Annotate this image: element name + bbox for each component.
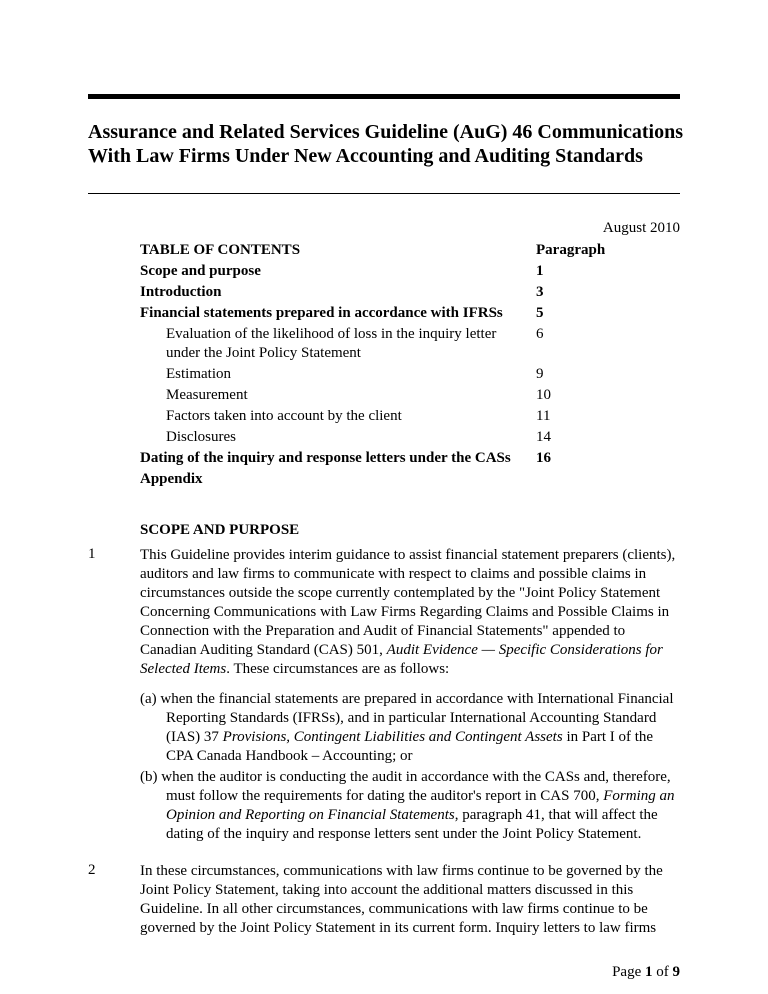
- toc-row[interactable]: [140, 365, 620, 386]
- toc-row[interactable]: [140, 325, 620, 365]
- toc-row[interactable]: [140, 386, 620, 407]
- list-item-a-italic: Provisions, Contingent Liabilities and Contingent Assets: [222, 729, 563, 745]
- toc-row-label: Evaluation of the likelihood of loss in the inquiry letter under the Joint Policy Statement: [166, 326, 497, 361]
- list-item-a: [140, 690, 680, 766]
- list-item-a-text-1: (a) when the financial statements are prepared in accordance with International Financial Reporting Standards (IFRSs), and in particular International Accounting Standard (IAS) 37: [140, 691, 674, 745]
- list-item-b-text-1: (b) when the auditor is conducting the audit in accordance with the CASs and, therefore, must follow the requirements for dating the auditor's report in CAS 700,: [140, 769, 671, 804]
- footer-page-number: 1: [645, 964, 653, 980]
- toc-row-label: Disclosures: [166, 429, 236, 445]
- footer-page-total: 9: [672, 964, 680, 980]
- toc-row-num: 6: [536, 326, 544, 342]
- toc-row-label: Financial statements prepared in accordance with IFRSs: [140, 305, 503, 321]
- toc-row-label: Estimation: [166, 366, 231, 382]
- toc-row-num: 5: [536, 305, 544, 321]
- section-heading: SCOPE AND PURPOSE: [140, 522, 300, 538]
- title-underline: [88, 193, 680, 194]
- paragraph-1-italic: Audit Evidence — Specific Considerations for Selected Items: [140, 642, 663, 677]
- toc-row[interactable]: [140, 262, 620, 283]
- list-item-b-text-2: , paragraph 41, that will affect the dating of the inquiry and response letters sent under the Joint Policy Statement.: [166, 807, 658, 842]
- toc-row-label: Dating of the inquiry and response letters under the CASs: [140, 450, 511, 466]
- list-item-a-text-2: in Part I of the CPA Canada Handbook – Accounting; or: [166, 729, 654, 764]
- toc-column-label: Paragraph: [536, 242, 606, 258]
- toc-row-label: Appendix: [140, 471, 203, 487]
- document-date: August 2010: [602, 220, 680, 236]
- list-item-b: [140, 768, 680, 844]
- footer-page-word: Page: [612, 964, 642, 980]
- toc-row[interactable]: [140, 283, 620, 304]
- toc-row-num: 3: [536, 284, 544, 300]
- top-rule: [88, 94, 680, 99]
- toc-row[interactable]: [140, 449, 620, 470]
- toc-row-num: 14: [536, 429, 551, 445]
- toc-row[interactable]: [140, 407, 620, 428]
- paragraph-number: 2: [88, 862, 96, 878]
- toc-header-row: [140, 241, 620, 262]
- footer-of-word: of: [656, 964, 669, 980]
- paragraph-1: [140, 546, 680, 679]
- list-item-b-italic: Forming an Opinion and Reporting on Financial Statements: [166, 788, 675, 823]
- toc-row-num: 9: [536, 366, 544, 382]
- page-footer: [612, 964, 680, 981]
- table-of-contents: [140, 241, 620, 491]
- toc-row-label: Measurement: [166, 387, 248, 403]
- toc-row-label: Introduction: [140, 284, 222, 300]
- toc-row-label: Factors taken into account by the client: [166, 408, 402, 424]
- toc-row-label: Scope and purpose: [140, 263, 261, 279]
- paragraph-number: 1: [88, 546, 96, 562]
- toc-heading: TABLE OF CONTENTS: [140, 242, 301, 258]
- document-title: Assurance and Related Services Guideline (AuG) 46 Communications With Law Firms Under New Accounting and Auditing Standards: [88, 121, 683, 167]
- paragraph-2: In these circumstances, communications with law firms continue to be governed by the Joint Policy Statement, taking into account the additional matters discussed in this Guideline. In all other circumstances, communications with law firms continue to be governed by the Joint Policy Statement in its current form. Inquiry letters to law firms: [140, 863, 663, 936]
- toc-row-num: 10: [536, 387, 551, 403]
- paragraph-1-text-b: . These circumstances are as follows:: [226, 661, 450, 677]
- toc-row-num: 16: [536, 450, 551, 466]
- toc-row[interactable]: [140, 428, 620, 449]
- toc-row[interactable]: [140, 470, 620, 491]
- paragraph-1-text-a: This Guideline provides interim guidance to assist financial statement preparers (clients), auditors and law firms to communicate with respect to claims and possible claims in circumstances outside the scope currently contemplated by the "Joint Policy Statement Concerning Communications with Law Firms Regarding Claims and Possible Claims in Connection with the Preparation and Audit of Financial Statements" appended to Canadian Auditing Standard (CAS) 501,: [140, 547, 676, 658]
- toc-row[interactable]: [140, 304, 620, 325]
- toc-row-num: 11: [536, 408, 551, 424]
- toc-row-num: 1: [536, 263, 544, 279]
